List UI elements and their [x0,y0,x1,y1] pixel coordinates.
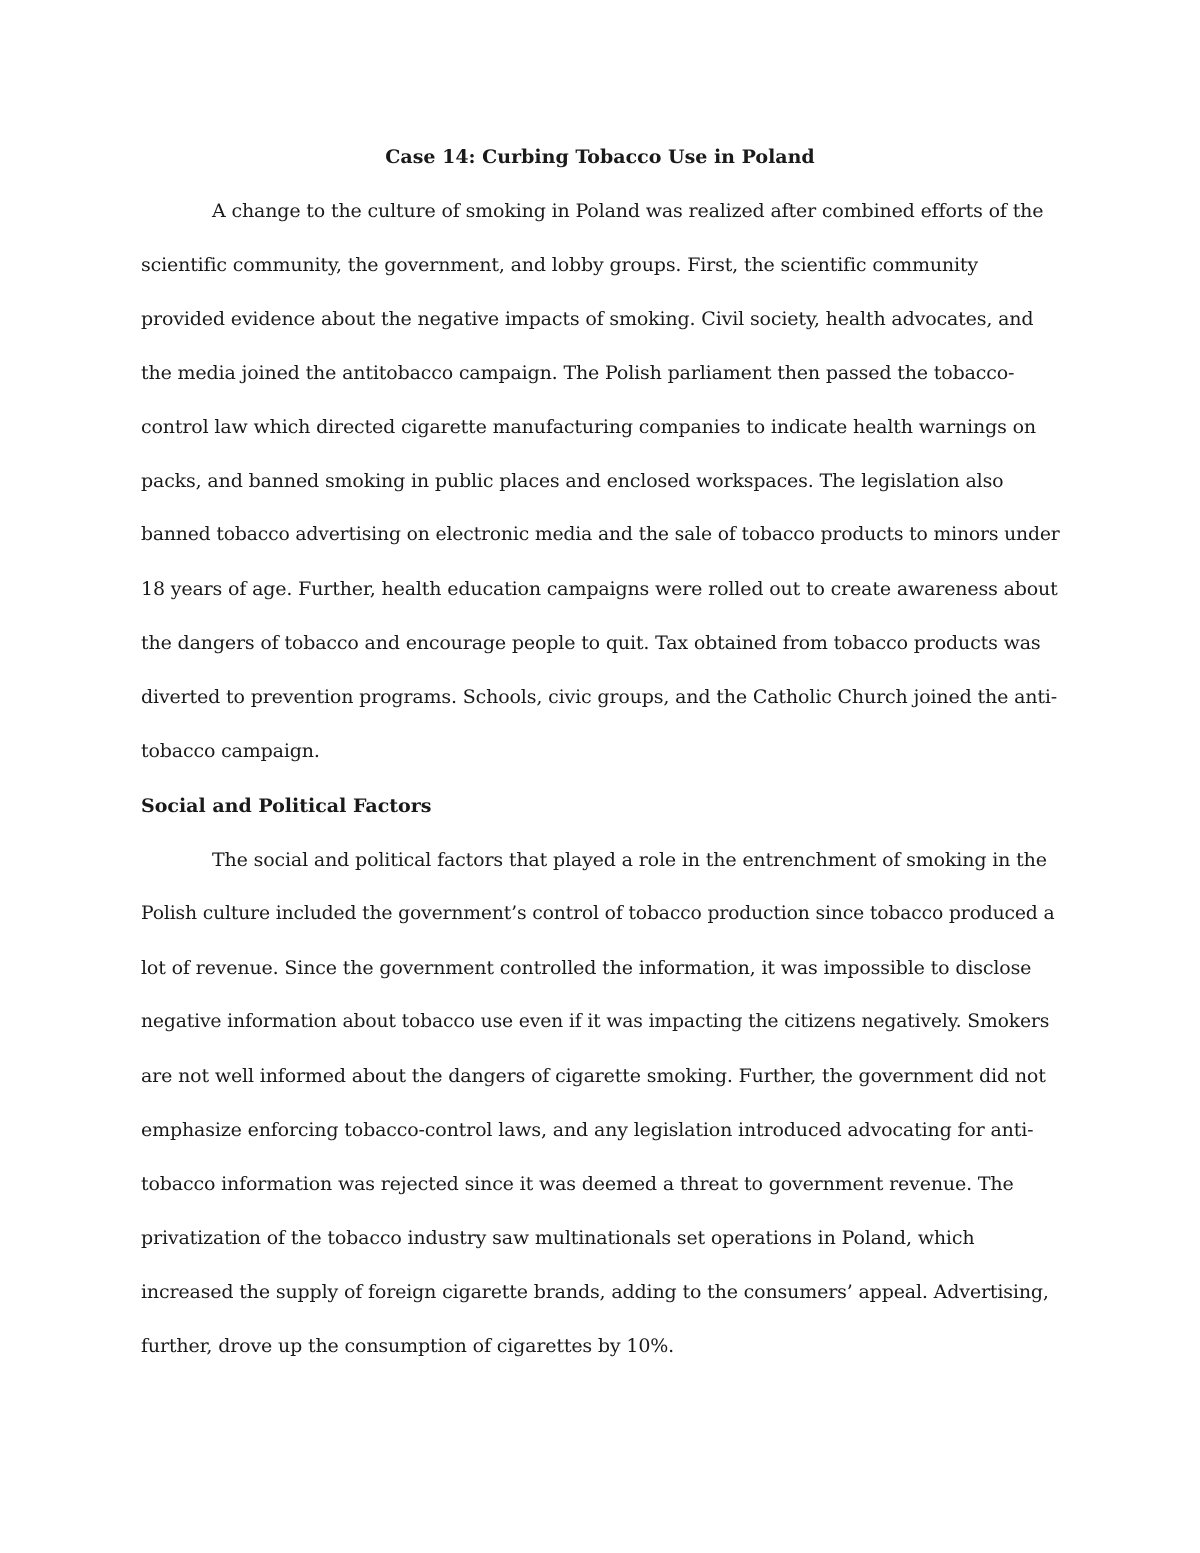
paragraph-line: 18 years of age. Further, health education campaigns were rolled out to create awareness about [141,578,1058,600]
paragraph-line: diverted to prevention programs. Schools, civic groups, and the Catholic Church joined the anti- [141,686,1058,708]
paragraph-line: A change to the culture of smoking in Poland was realized after combined efforts of the [212,200,1044,222]
paragraph-line: control law which directed cigarette manufacturing companies to indicate health warnings on [141,416,1036,438]
paragraph-line: tobacco information was rejected since it was deemed a threat to government revenue. The [141,1173,1014,1195]
paragraph-line: lot of revenue. Since the government controlled the information, it was impossible to disclose [141,957,1032,979]
paragraph-line: negative information about tobacco use even if it was impacting the citizens negatively. Smokers [141,1011,1050,1032]
paragraph-line: provided evidence about the negative impacts of smoking. Civil society, health advocates, and [141,308,1034,330]
paragraph-line: tobacco campaign. [141,740,320,762]
paragraph-line: privatization of the tobacco industry saw multinationals set operations in Poland, which [141,1227,975,1249]
paragraph-line: packs, and banned smoking in public places and enclosed workspaces. The legislation also [141,470,1004,492]
paragraph-line: the media joined the antitobacco campaign. The Polish parliament then passed the tobacco- [141,362,1015,384]
document-title: Case 14: Curbing Tobacco Use in Poland [385,146,815,168]
paragraph-line: are not well informed about the dangers of cigarette smoking. Further, the government did not [141,1065,1046,1087]
paragraph-line: The social and political factors that played a role in the entrenchment of smoking in the [212,849,1047,871]
paragraph-line: scientific community, the government, and lobby groups. First, the scientific community [141,254,978,276]
paragraph-line: further, drove up the consumption of cigarettes by 10%. [141,1335,675,1357]
paragraph-line: the dangers of tobacco and encourage people to quit. Tax obtained from tobacco products was [141,632,1041,654]
paragraph-line: increased the supply of foreign cigarette brands, adding to the consumers’ appeal. Advertising, [141,1281,1049,1303]
paragraph-line: banned tobacco advertising on electronic media and the sale of tobacco products to minors under [141,524,1060,545]
section-heading: Social and Political Factors [141,795,432,817]
paragraph-line: Polish culture included the government’s control of tobacco production since tobacco produced a [141,903,1055,924]
paragraph-line: emphasize enforcing tobacco-control laws, and any legislation introduced advocating for anti- [141,1119,1034,1141]
